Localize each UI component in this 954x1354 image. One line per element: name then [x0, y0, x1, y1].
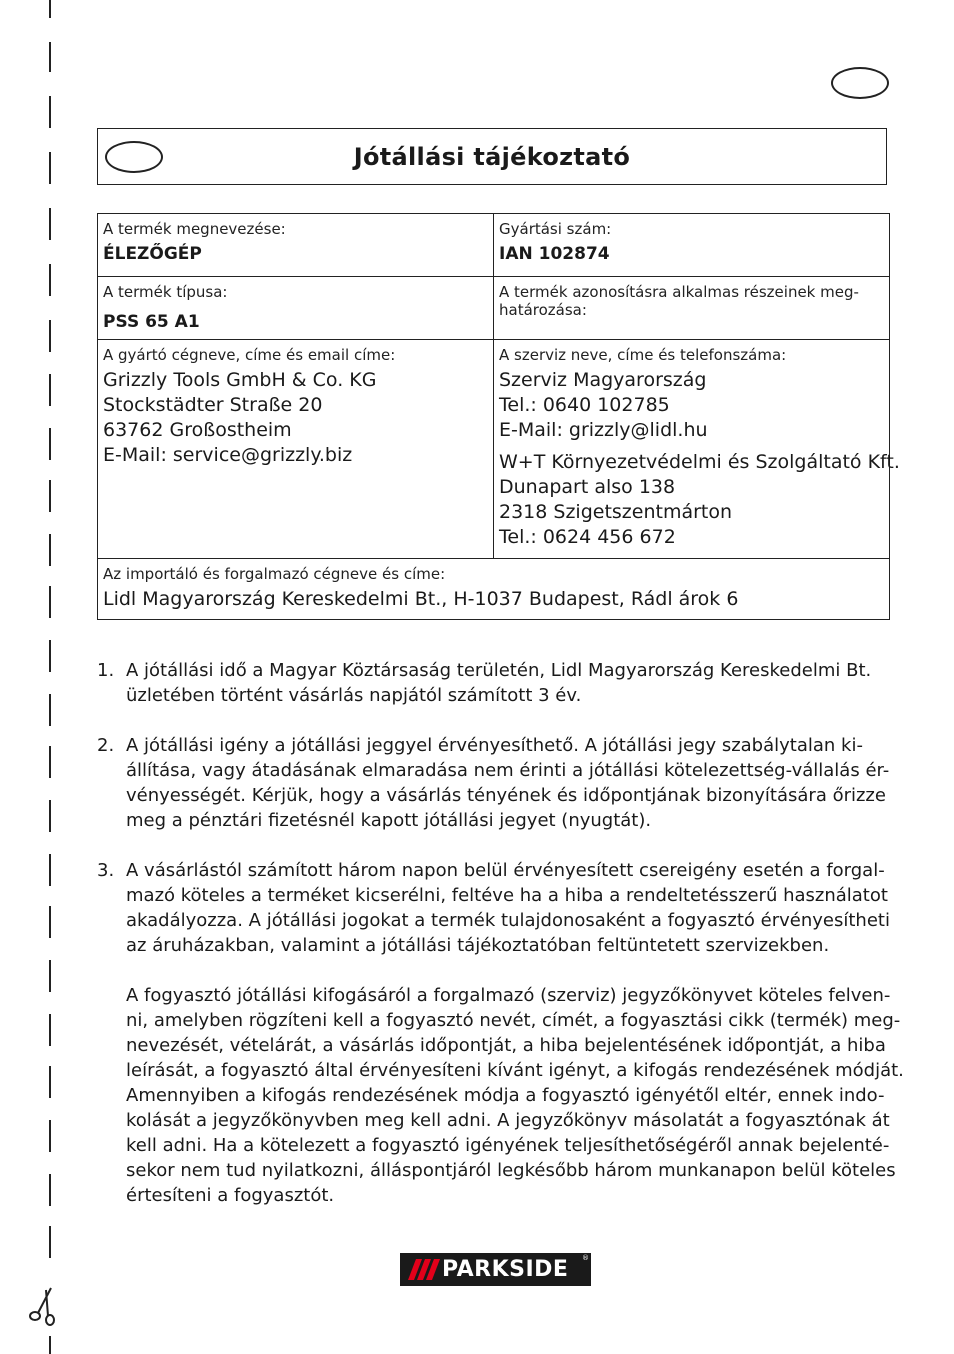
- term-item: [97, 658, 897, 708]
- product-type-value: PSS 65 A1: [103, 312, 200, 332]
- identification-label-line2: határozása:: [499, 301, 587, 319]
- paragraph-line: Amennyiben a kifogás rendezésének módja a fogyasztó igényétől eltér, ennek indo-: [126, 1085, 885, 1106]
- serial-value: IAN 102874: [499, 244, 610, 264]
- term-line: A jótállási idő a Magyar Köztársaság területén, Lidl Magyarország Kereskedelmi Bt.: [126, 660, 872, 681]
- service-address-2: [499, 450, 900, 550]
- manufacturer-email: E-Mail: service@grizzly.biz: [103, 444, 353, 466]
- manufacturer-line: Stockstädter Straße 20: [103, 394, 323, 416]
- service-label: A szerviz neve, címe és telefonszáma:: [499, 346, 787, 364]
- term-number: 2.: [97, 735, 115, 756]
- paragraph-line: értesíteni a fogyasztót.: [126, 1185, 335, 1206]
- logo-text: PARKSIDE: [442, 1257, 569, 1282]
- term-item: [97, 858, 897, 958]
- logo-registered-mark: ®: [582, 1254, 589, 1262]
- service-line: 2318 Szigetszentmárton: [499, 501, 733, 523]
- title-box: [97, 128, 887, 185]
- scissors-icon: [24, 1286, 60, 1326]
- language-badge: [831, 67, 889, 99]
- paragraph-line: kolását a jegyzőkönyvben meg kell adni. A jegyzőkönyv másolatát a fogyasztónak át: [126, 1110, 890, 1131]
- term-line: az áruházakban, valamint a jótállási tájékoztatóban feltüntetett szervizekben.: [126, 935, 830, 956]
- term-line: mazó köteles a terméket kicserélni, feltéve ha a hiba a rendeltetésszerű használatot: [126, 885, 888, 906]
- term-line: A jótállási igény a jótállási jeggyel érvényesíthető. A jótállási jegy szabálytalan ki-: [126, 735, 863, 756]
- identification-cell: [494, 277, 890, 340]
- service-line: Szerviz Magyarország: [499, 369, 707, 391]
- paragraph-line: nevezését, vételárát, a vásárlás időpontját, a hiba bejelentésének időpontját, a hiba: [126, 1035, 886, 1056]
- paragraph-line: leírását, a fogyasztó által érvényesíteni kívánt igényt, a kifogás rendezésének módját.: [126, 1060, 904, 1081]
- product-type-cell: [98, 277, 494, 340]
- serial-label: Gyártási szám:: [499, 220, 612, 238]
- manufacturer-line: Grizzly Tools GmbH & Co. KG: [103, 369, 377, 391]
- manufacturer-address: [103, 368, 488, 468]
- parkside-logo: [400, 1253, 591, 1286]
- term-number: 3.: [97, 860, 115, 881]
- service-line: Dunapart also 138: [499, 476, 676, 498]
- term-3-paragraph: [126, 983, 904, 1208]
- manufacturer-cell: [98, 340, 494, 559]
- paragraph-line: sekor nem tud nyilatkozni, álláspontjáról legkésőbb három munkanapon belül köteles: [126, 1160, 896, 1181]
- importer-label: Az importáló és forgalmazó cégneve és címe:: [103, 565, 446, 583]
- paragraph-line: kell adni. Ha a kötelezett a fogyasztó igényének teljesíthetőségéről annak bejelenté-: [126, 1135, 890, 1156]
- manufacturer-label: A gyártó cégneve, címe és email címe:: [103, 346, 396, 364]
- term-item: [97, 733, 897, 833]
- service-line: Tel.: 0640 102785: [499, 394, 670, 416]
- importer-cell: [98, 559, 890, 620]
- serial-cell: [494, 214, 890, 277]
- term-line: A vásárlástól számított három napon belül érvényesített csereigény esetén a forgal-: [126, 860, 885, 881]
- paragraph-line: A fogyasztó jótállási kifogásáról a forgalmazó (szerviz) jegyzőkönyvet köteles felven-: [126, 985, 891, 1006]
- service-cell: [494, 340, 900, 559]
- term-line: üzletében történt vásárlás napjától számított 3 év.: [126, 685, 582, 706]
- term-text: [126, 858, 890, 958]
- service-email: E-Mail: grizzly@lidl.hu: [499, 419, 708, 441]
- identification-label-line1: A termék azonosításra alkalmas részeinek meg-: [499, 283, 859, 301]
- importer-value: Lidl Magyarország Kereskedelmi Bt., H-1037 Budapest, Rádl árok 6: [103, 588, 739, 610]
- term-text: [126, 733, 889, 833]
- service-address-1: [499, 368, 884, 443]
- manufacturer-line: 63762 Großostheim: [103, 419, 292, 441]
- product-name-cell: [98, 214, 494, 277]
- term-line: vényességét. Kérjük, hogy a vásárlás tényének és időpontjának bizonyítására őrizze: [126, 785, 886, 806]
- term-line: meg a pénztári fizetésnél kapott jótállási jegyet (nyugtát).: [126, 810, 652, 831]
- warranty-terms: [97, 658, 904, 1208]
- term-line: akadályozza. A jótállási jogokat a termék tulajdonosaként a fogyasztó érvényesítheti: [126, 910, 890, 931]
- service-line: Tel.: 0624 456 672: [499, 526, 676, 548]
- paragraph-line: ni, amelyben rögzíteni kell a fogyasztó nevét, címét, a fogyasztási cikk (termék) meg-: [126, 1010, 901, 1031]
- product-name-value: ÉLEZŐGÉP: [103, 244, 202, 264]
- logo-stripes-icon: [400, 1253, 440, 1286]
- term-text: [126, 658, 871, 708]
- page-title: Jótállási tájékoztató: [353, 143, 631, 171]
- service-line: W+T Környezetvédelmi és Szolgáltató Kft.: [499, 451, 900, 473]
- product-name-label: A termék megnevezése:: [103, 220, 286, 238]
- term-line: állítása, vagy átadásának elmaradása nem érinti a jótállási kötelezettség-vállalás ér-: [126, 760, 890, 781]
- product-type-label: A termék típusa:: [103, 283, 228, 301]
- term-number: 1.: [97, 660, 115, 681]
- warranty-info-table: [97, 213, 900, 620]
